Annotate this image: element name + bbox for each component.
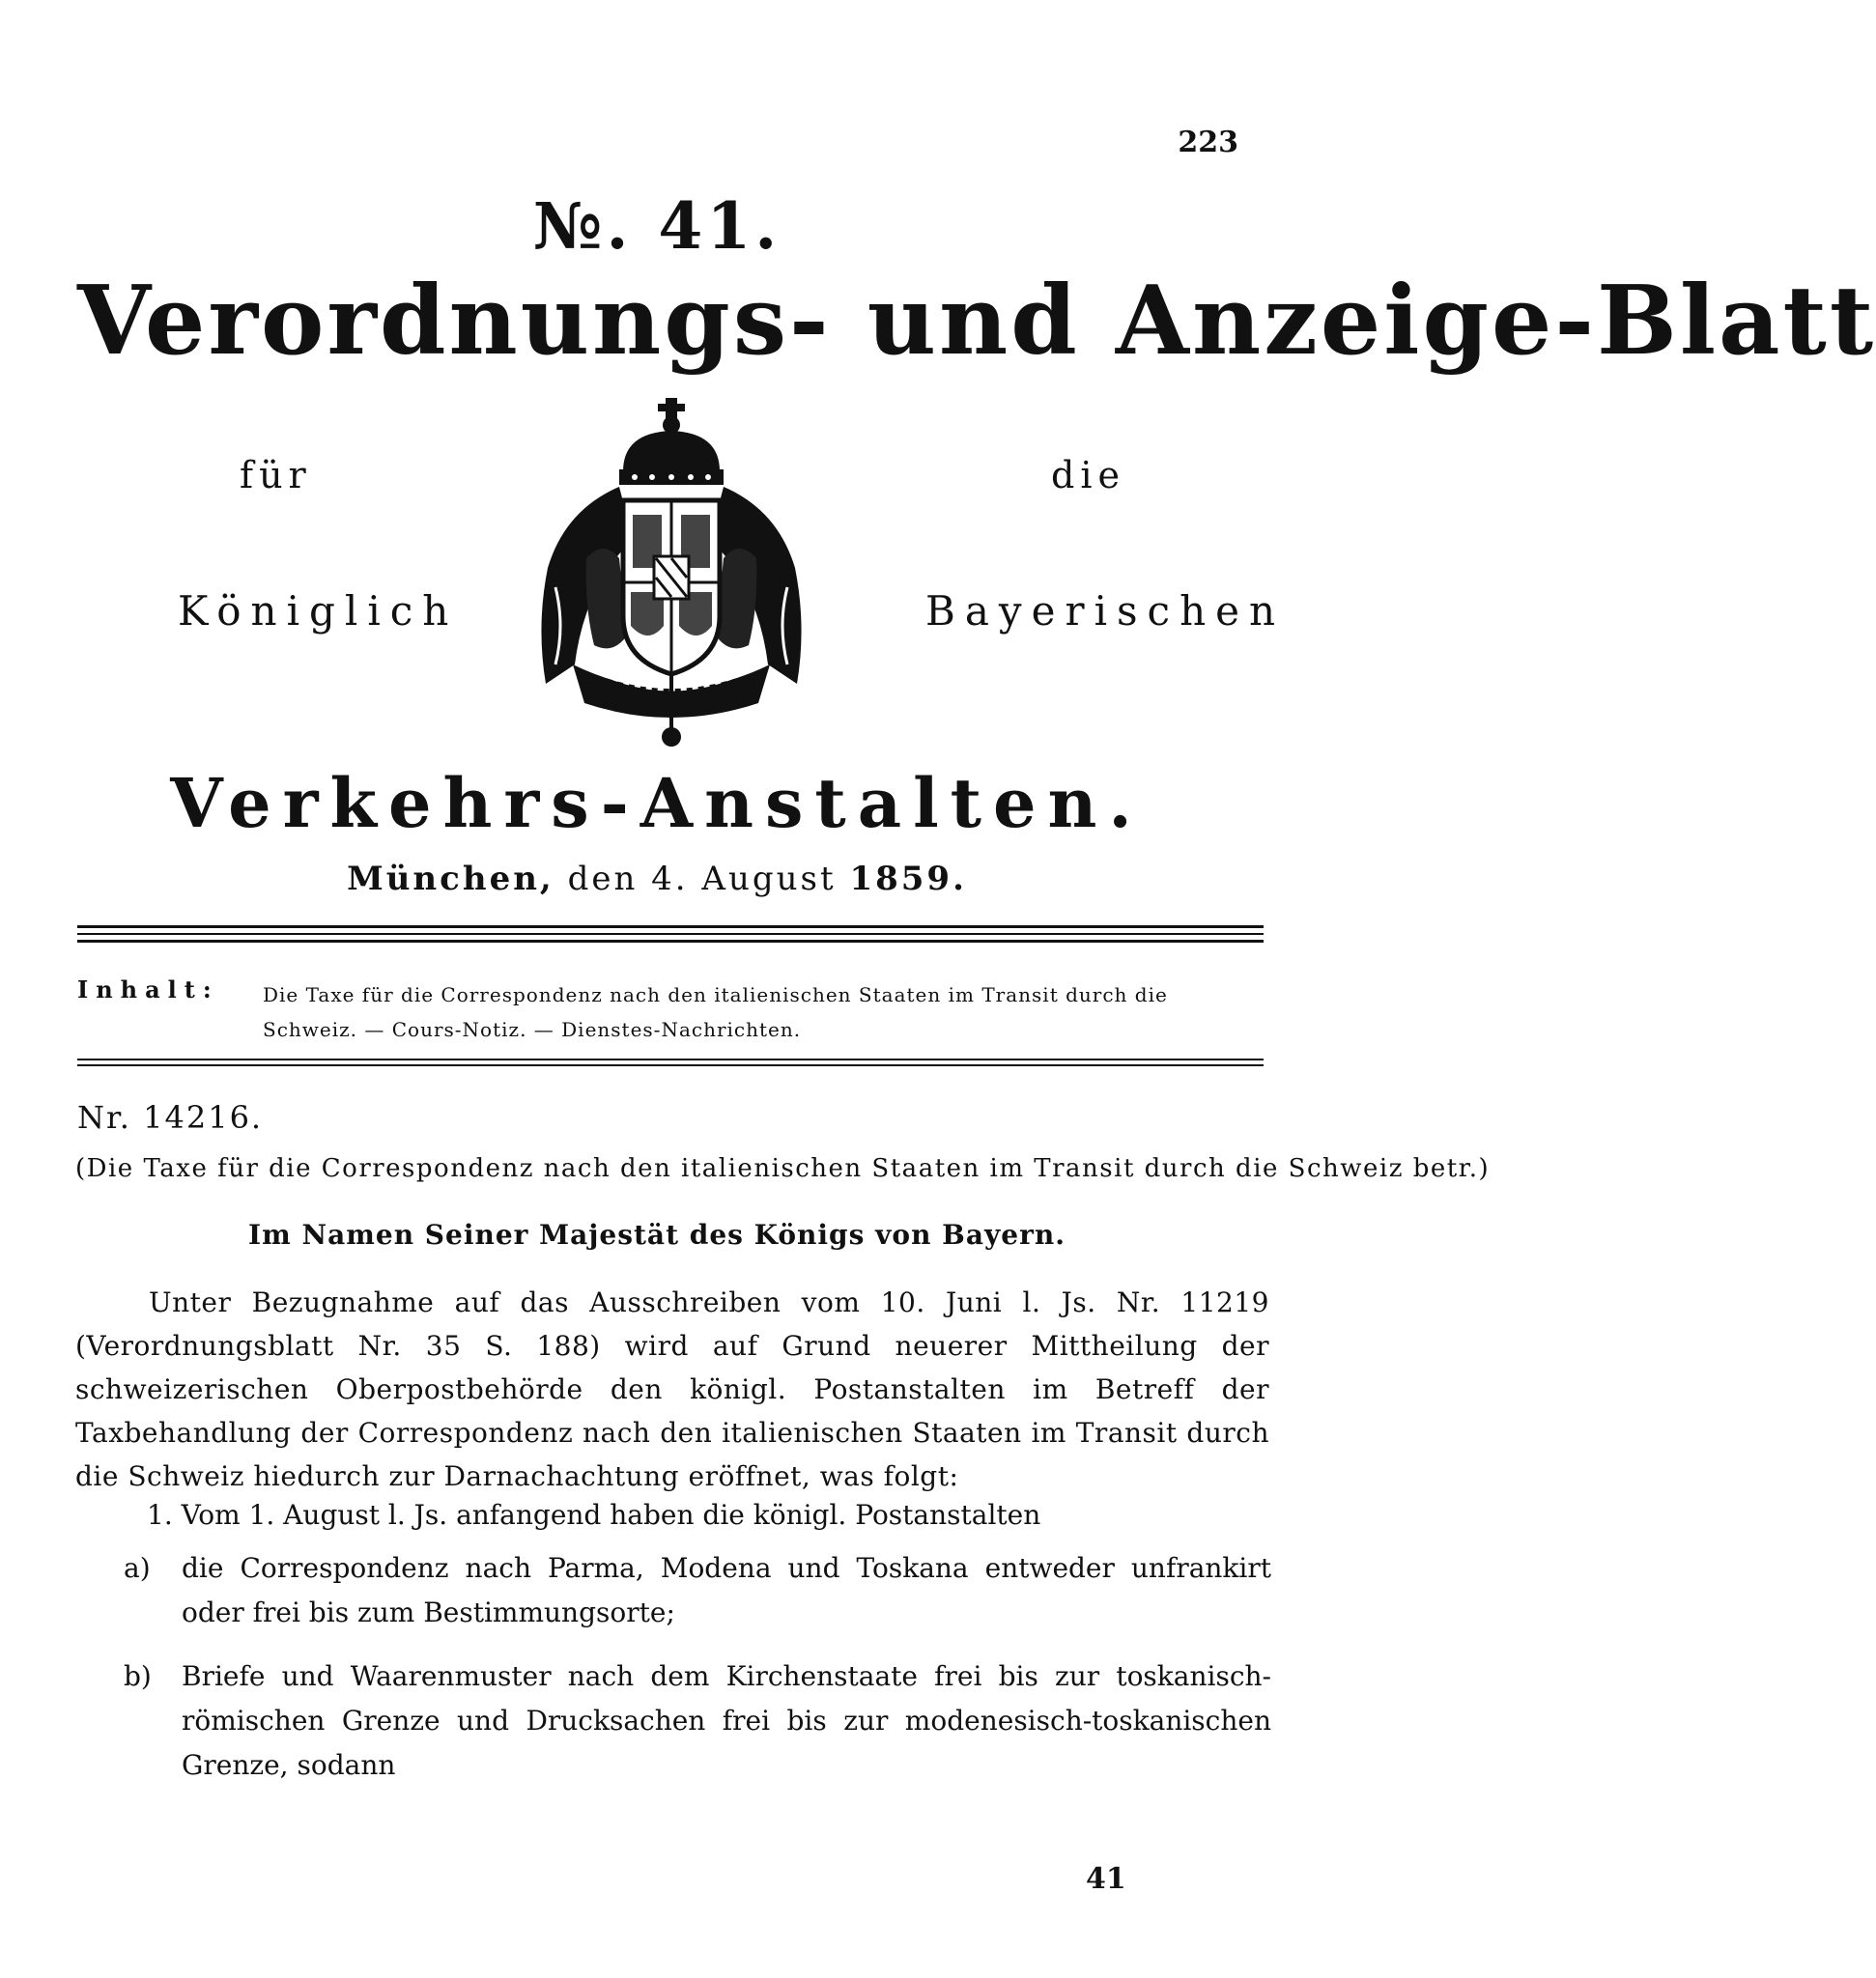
article-subject: (Die Taxe für die Correspondenz nach den italienischen Staaten im Transit durch die Schweiz betr.) [75, 1154, 1491, 1183]
article-number: Nr. 14216. [77, 1099, 264, 1136]
header-right-top: die [1051, 454, 1125, 496]
list-item [124, 1654, 1271, 1788]
header-rule-bottom [77, 940, 1264, 943]
dateline-year: 1859. [849, 860, 967, 898]
shield-icon [623, 500, 720, 674]
list-item-label: a) [124, 1552, 151, 1584]
contents-label: Inhalt: [77, 975, 219, 1003]
contents-text: Die Taxe für die Correspondenz nach den italienischen Staaten im Transit durch die Schweiz. — Cours-Notiz. — Dienstes-Nachrichten. [263, 983, 1168, 1041]
article-body: Unter Bezugnahme auf das Ausschreiben vom 10. Juni l. Js. Nr. 11219 (Verordnungsblatt Nr. 35 S. 188) wird auf Grund neuerer Mittheilung der schweizerischen Oberpostbehörde den königl. Postanstalten im Betreff der Taxbehandlung der Correspondenz nach den italienischen Staaten im Transit durch die Schweiz hiedurch zur Darnachachtung eröffnet, was folgt: [75, 1286, 1269, 1492]
header-left-top: für [240, 454, 312, 496]
list-item-text: die Correspondenz nach Parma, Modena und Toskana entweder unfrankirt oder frei bis zum Bestimmungsorte; [182, 1552, 1271, 1628]
coat-of-arms-icon [526, 394, 816, 751]
dateline-city: München, [347, 860, 554, 898]
list-item-label: b) [124, 1660, 152, 1692]
article-point-1: 1. Vom 1. August l. Js. anfangend haben die königl. Postanstalten [147, 1499, 1041, 1531]
header-rule-top [77, 925, 1264, 928]
signature-mark: 41 [1086, 1862, 1126, 1896]
dateline-date: den 4. August [567, 860, 837, 898]
contents-rule-top [77, 1059, 1264, 1060]
header-left-bottom: Königlich [178, 587, 459, 635]
header-right-bottom: Bayerischen [925, 587, 1286, 635]
crown-icon [619, 398, 724, 485]
header-rule-middle [77, 933, 1264, 935]
contents-rule-bottom [77, 1064, 1264, 1066]
article-invocation: Im Namen Seiner Majestät des Königs von Bayern. [248, 1219, 1066, 1251]
list-item [124, 1546, 1271, 1635]
list-item-text: Briefe und Waarenmuster nach dem Kirchenstaate frei bis zur toskanisch-römischen Grenze und Drucksachen frei bis zur modenesisch-toskanischen Grenze, sodann [182, 1660, 1271, 1781]
dateline [0, 860, 1314, 898]
page-number: 223 [1178, 126, 1238, 159]
subtitle: Verkehrs-Anstalten. [170, 763, 1144, 843]
issue-number: №. 41. [532, 188, 782, 264]
masthead-title: Verordnungs- und Anzeige-Blatt [77, 266, 1876, 377]
